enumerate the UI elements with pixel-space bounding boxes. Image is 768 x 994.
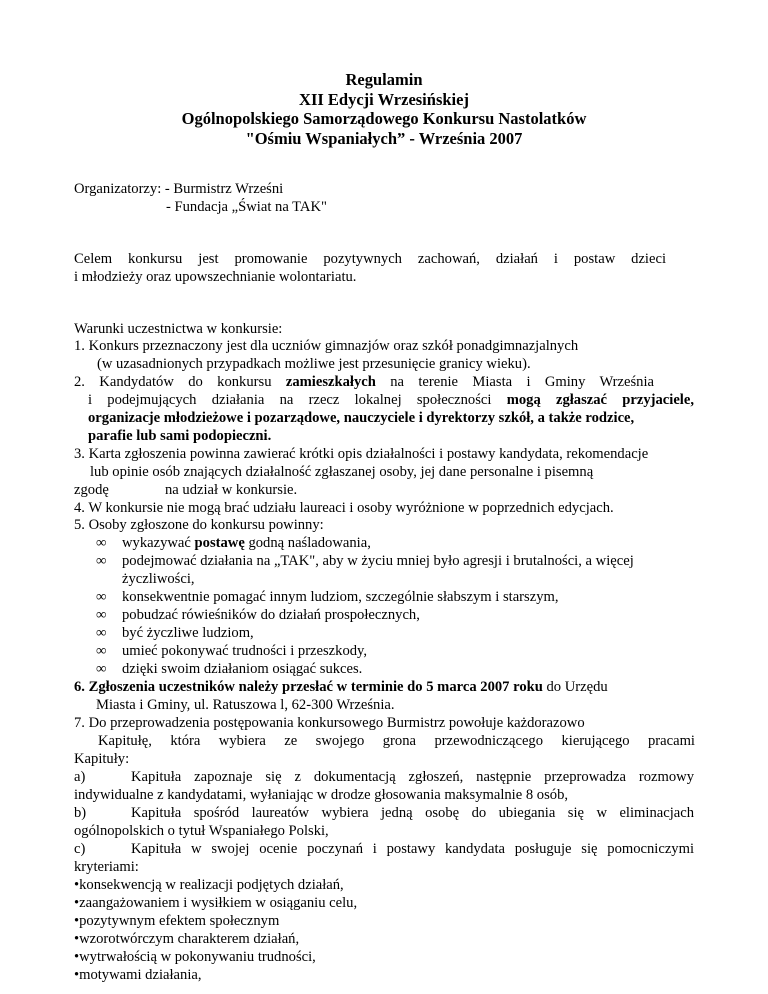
bullet-1-text-end: godną naśladowania, bbox=[244, 535, 371, 551]
document-title bbox=[0, 70, 768, 148]
point-1-line-1: 1. Konkurs przeznaczony jest dla uczniów gimnazjów oraz szkół ponadgimnazjalnych bbox=[74, 338, 579, 354]
point-6-text: do Urzędu bbox=[542, 679, 608, 695]
point-6-bold: 6. Zgłoszenia uczestników należy przesłać w terminie do 5 marca 2007 roku bbox=[74, 679, 543, 695]
bullet-item-4 bbox=[96, 606, 420, 624]
bullet-item-7 bbox=[96, 660, 362, 678]
bullet-3-text: konsekwentnie pomagać innym ludziom, szczególnie słabszym i starszym, bbox=[122, 589, 559, 605]
infinity-bullet-icon: ∞ bbox=[96, 661, 107, 677]
goal-line-2: i młodzieży oraz upowszechnianie wolontariatu. bbox=[74, 269, 357, 285]
goal-line-1: Celem konkursu jest promowanie pozytywnych zachowań, działań i postaw dzieci bbox=[74, 251, 666, 267]
subpoint-c-line-2: kryteriami: bbox=[74, 859, 139, 875]
bullet-7-text: dzięki swoim działaniom osiągać sukces. bbox=[122, 661, 363, 677]
criterion-2: •zaangażowaniem i wysiłkiem w osiąganiu celu, bbox=[74, 895, 358, 911]
point-7-line-2: Kapitułę, która wybiera ze swojego grona przewodniczącego kierującego pracami bbox=[98, 733, 695, 749]
infinity-bullet-icon: ∞ bbox=[96, 607, 107, 623]
bullet-item-2 bbox=[96, 552, 634, 570]
bullet-item-5 bbox=[96, 624, 254, 642]
title-line-1: Regulamin bbox=[345, 70, 423, 89]
bullet-5-text: być życzliwe ludziom, bbox=[122, 625, 254, 641]
title-line-3: Ogólnopolskiego Samorządowego Konkursu Nastolatków bbox=[181, 109, 587, 128]
bullet-item-2-cont: życzliwości, bbox=[122, 571, 195, 587]
infinity-bullet-icon: ∞ bbox=[96, 643, 107, 659]
point-7-line-3: Kapituły: bbox=[74, 751, 130, 767]
subpoint-a-line-2: indywidualne z kandydatami, wyłaniając w drodze głosowania maksymalnie 8 osób, bbox=[74, 787, 569, 803]
subpoint-b-label: b) bbox=[74, 805, 87, 821]
point-2-line-2 bbox=[88, 391, 694, 409]
point-2-text-end: na terenie Miasta i Gminy Września bbox=[375, 374, 654, 390]
point-3-line-3a: zgodę bbox=[74, 482, 109, 498]
criterion-6: •motywami działania, bbox=[74, 967, 202, 983]
infinity-bullet-icon: ∞ bbox=[96, 535, 107, 551]
point-6-line-1 bbox=[74, 678, 608, 696]
subpoint-c-label: c) bbox=[74, 841, 86, 857]
conditions-heading: Warunki uczestnictwa w konkursie: bbox=[74, 321, 283, 337]
criterion-1: •konsekwencją w realizacji podjętych działań, bbox=[74, 877, 344, 893]
point-3-line-3b: na udział w konkursie. bbox=[165, 482, 298, 498]
criterion-4: •wzorotwórczym charakterem działań, bbox=[74, 931, 300, 947]
bullet-4-text: pobudzać rówieśników do działań prospołecznych, bbox=[122, 607, 420, 623]
criterion-5: •wytrwałością w pokonywaniu trudności, bbox=[74, 949, 316, 965]
bullet-6-text: umieć pokonywać trudności i przeszkody, bbox=[122, 643, 368, 659]
point-3-line-2: lub opinie osób znających działalność zgłaszanej osoby, jej dane personalne i pisemną bbox=[90, 464, 594, 480]
point-2-text: 2. Kandydatów do konkursu bbox=[74, 374, 286, 390]
infinity-bullet-icon: ∞ bbox=[96, 553, 107, 569]
point-6-line-2: Miasta i Gminy, ul. Ratuszowa l, 62-300 Września. bbox=[96, 697, 395, 713]
point-2-line-2-text: i podejmujących działania na rzecz lokalnej społeczności bbox=[88, 392, 507, 408]
bullet-1-text: wykazywać bbox=[122, 535, 195, 551]
organizer-2: - Fundacja „Świat na TAK" bbox=[166, 199, 327, 215]
bullet-item-6 bbox=[96, 642, 367, 660]
title-line-2: XII Edycji Wrzesińskiej bbox=[299, 89, 469, 109]
subpoint-a-line-1: Kapituła zapoznaje się z dokumentacją zgłoszeń, następnie przeprowadza rozmowy bbox=[131, 769, 694, 785]
infinity-bullet-icon: ∞ bbox=[96, 589, 107, 605]
bullet-2-text: podejmować działania na „TAK", aby w życiu mniej było agresji i brutalności, a więcej bbox=[122, 553, 634, 569]
criterion-3: •pozytywnym efektem społecznym bbox=[74, 913, 280, 929]
point-1-line-2: (w uzasadnionych przypadkach możliwe jest przesunięcie granicy wieku). bbox=[97, 356, 531, 372]
organizer-1: - Burmistrz Wrześni bbox=[164, 181, 284, 197]
point-2-bold: zamieszkałych bbox=[285, 374, 376, 390]
subpoint-b-line-1: Kapituła spośród laureatów wybiera jedną osobę do ubiegania się w eliminacjach bbox=[131, 805, 694, 821]
point-2-line-2-bold: mogą zgłaszać przyjaciele, bbox=[506, 392, 694, 408]
subpoint-a-label: a) bbox=[74, 769, 86, 785]
point-5: 5. Osoby zgłoszone do konkursu powinny: bbox=[74, 517, 324, 533]
point-4: 4. W konkursie nie mogą brać udziału laureaci i osoby wyróżnione w poprzednich edycjach. bbox=[74, 500, 614, 516]
title-line-4: "Ośmiu Wspaniałych” - Września 2007 bbox=[245, 128, 523, 148]
bullet-item-3 bbox=[96, 588, 559, 606]
bullet-item-1 bbox=[96, 534, 371, 552]
point-7-line-1: 7. Do przeprowadzenia postępowania konkursowego Burmistrz powołuje każdorazowo bbox=[74, 715, 585, 731]
point-2-line-4: parafie lub sami podopieczni. bbox=[88, 428, 272, 444]
point-3-line-1: 3. Karta zgłoszenia powinna zawierać krótki opis działalności i postawy kandydata, rekomendacje bbox=[74, 446, 649, 462]
point-2-line-1 bbox=[74, 373, 654, 391]
infinity-bullet-icon: ∞ bbox=[96, 625, 107, 641]
subpoint-c-line-1: Kapituła w swojej ocenie poczynań i postawy kandydata posługuje się pomocniczymi bbox=[131, 841, 694, 857]
organizers-label: Organizatorzy: bbox=[74, 181, 165, 197]
subpoint-b-line-2: ogólnopolskich o tytuł Wspaniałego Polski, bbox=[74, 823, 329, 839]
organizers-line-1 bbox=[74, 180, 283, 198]
bullet-1-bold: postawę bbox=[194, 535, 245, 551]
point-2-line-3: organizacje młodzieżowe i pozarządowe, nauczyciele i dyrektorzy szkół, a także rodzice, bbox=[88, 410, 635, 426]
